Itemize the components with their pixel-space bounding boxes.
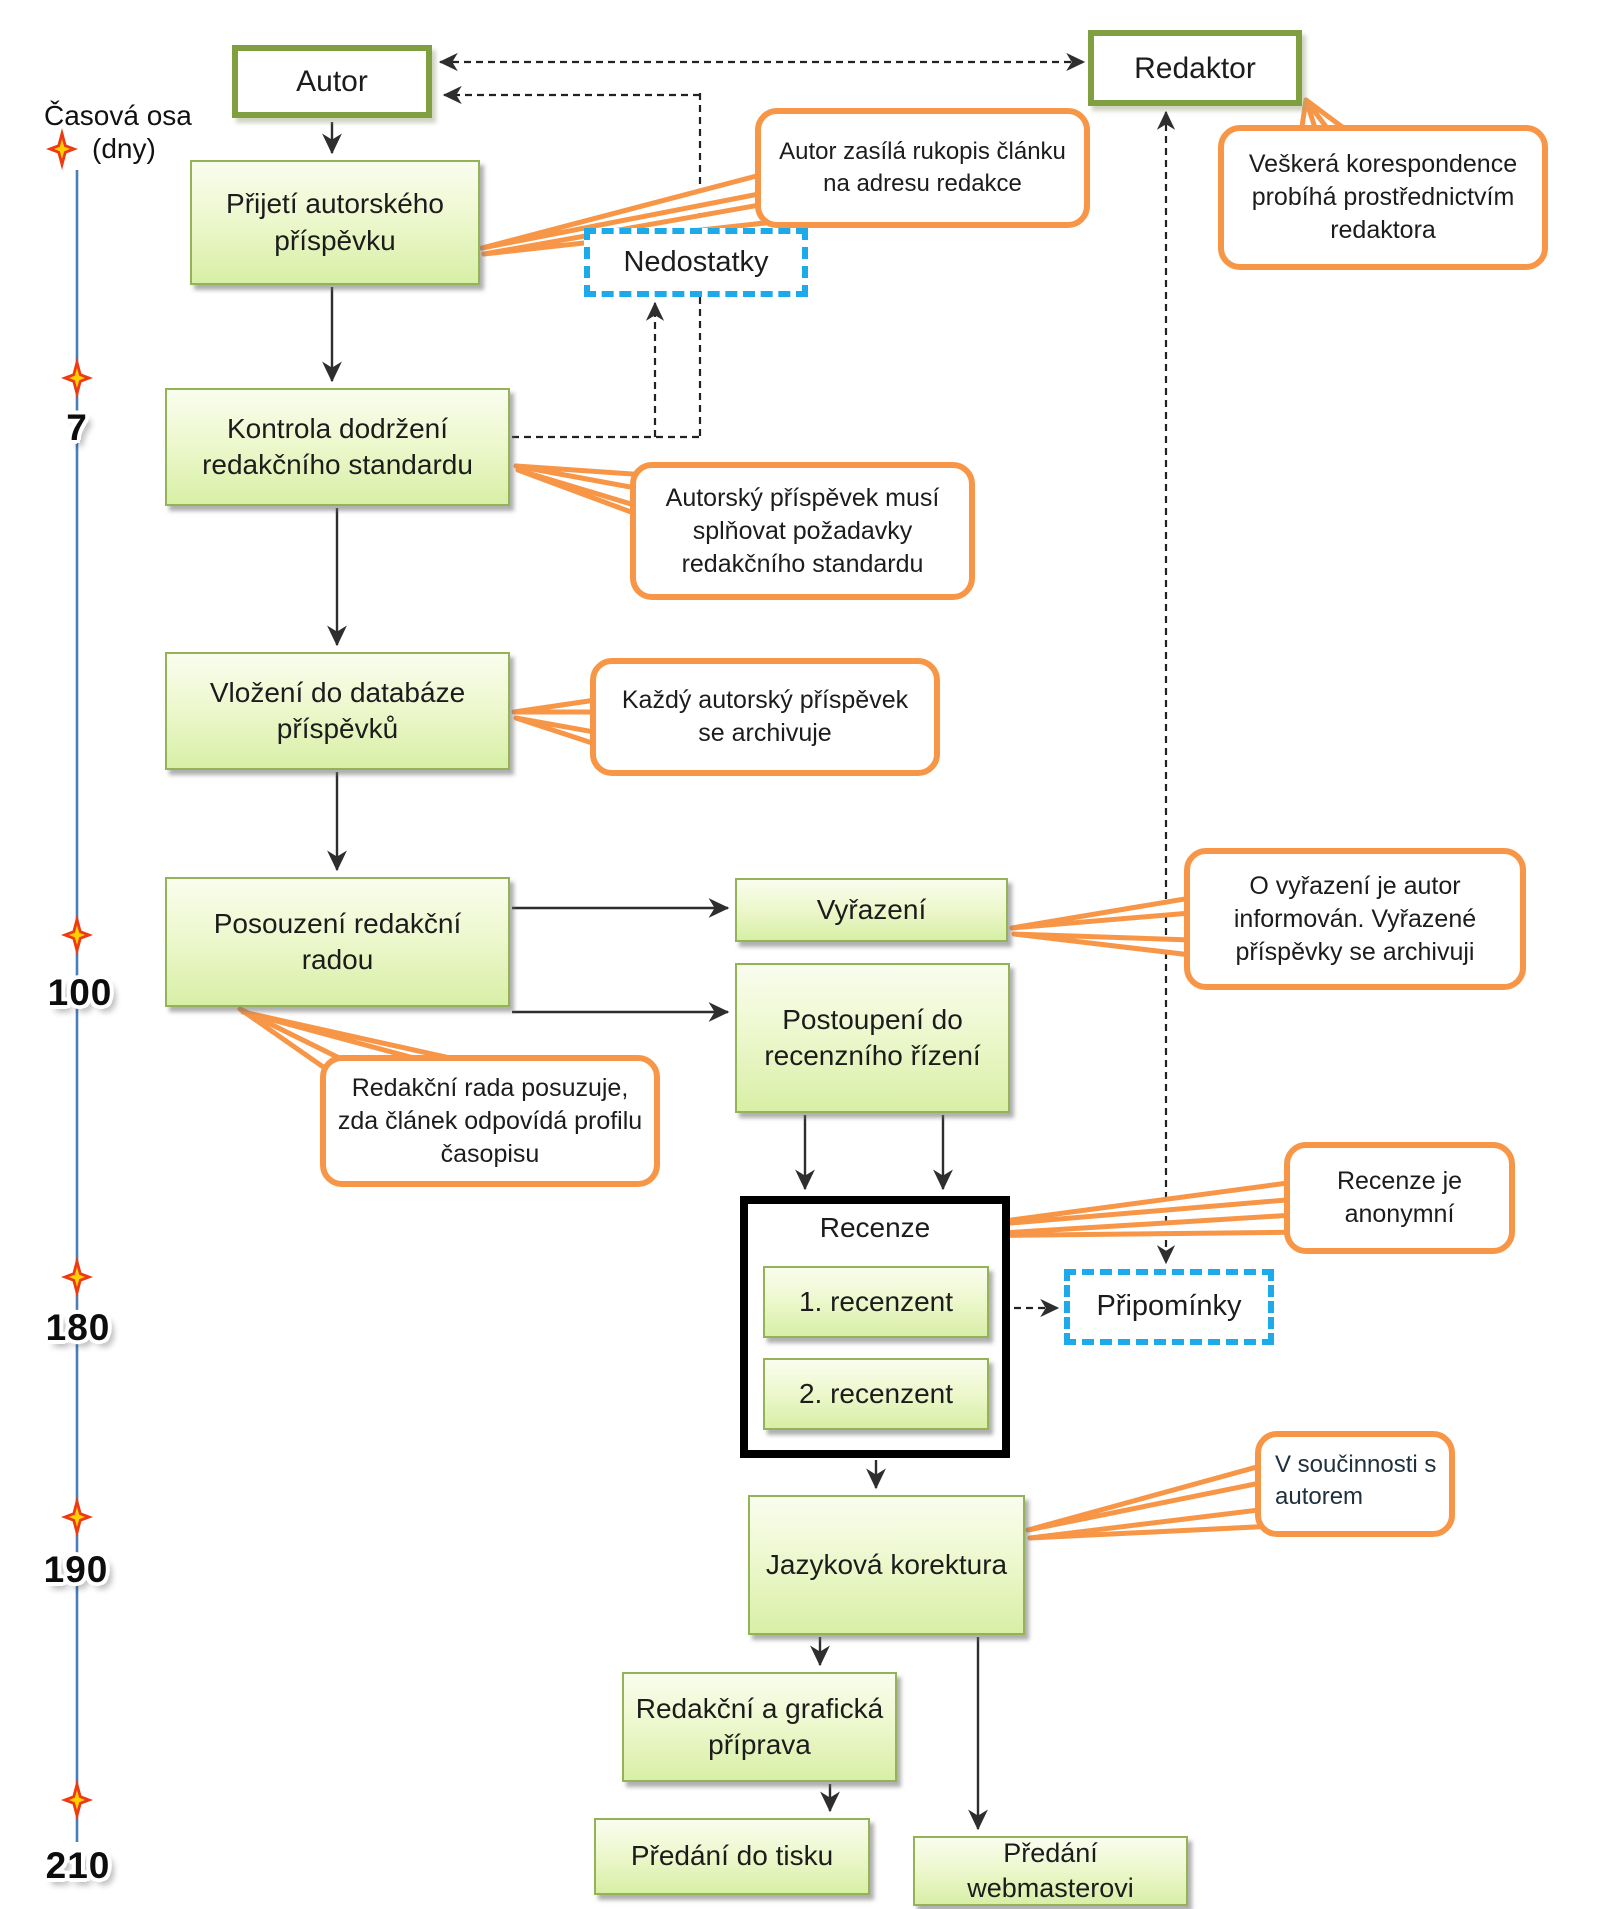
timeline-star-icon bbox=[61, 914, 93, 956]
callout-archivace: Každý autorský příspěvek se archivuje bbox=[590, 658, 940, 776]
timeline-star-icon bbox=[46, 128, 78, 170]
group-recenze bbox=[740, 1196, 1010, 1458]
callout-redakcni-standard: Autorský příspěvek musí splňovat požadavky redakčního standardu bbox=[630, 462, 975, 600]
node-vlozeni-do-databaze: Vložení do databáze příspěvků bbox=[165, 652, 510, 770]
timeline-label-180: 180 bbox=[45, 1307, 111, 1348]
timeline-unit: (dny) bbox=[92, 133, 156, 164]
timeline-star-icon bbox=[61, 1256, 93, 1298]
callout-redakcni-rada: Redakční rada posuzuje, zda článek odpovídá profilu časopisu bbox=[320, 1055, 660, 1187]
node-postoupeni-recenze: Postoupení do recenzního řízení bbox=[735, 963, 1010, 1113]
callout-soucinnost-s-autorem: V součinnosti s autorem bbox=[1255, 1431, 1455, 1537]
node-pripominky: Připomínky bbox=[1064, 1269, 1274, 1345]
timeline-label-210: 210 bbox=[45, 1845, 111, 1886]
callout-rukopis: Autor zasílá rukopis článku na adresu redakce bbox=[755, 108, 1090, 228]
timeline-label-190: 190 bbox=[43, 1549, 109, 1590]
timeline-label-7: 7 bbox=[66, 407, 88, 448]
node-autor: Autor bbox=[232, 45, 432, 118]
node-redaktor: Redaktor bbox=[1088, 30, 1302, 106]
node-redakcni-graficka-priprava: Redakční a grafická příprava bbox=[622, 1672, 897, 1782]
group-recenze-title: Recenze bbox=[819, 1212, 931, 1243]
node-predani-do-tisku: Předání do tisku bbox=[594, 1818, 870, 1895]
node-kontrola-standardu: Kontrola dodržení redakčního standardu bbox=[165, 388, 510, 506]
node-vyrazeni: Vyřazení bbox=[735, 878, 1008, 942]
timeline-title: Časová osa bbox=[44, 100, 192, 131]
timeline-star-icon bbox=[61, 1496, 93, 1538]
node-nedostatky: Nedostatky bbox=[584, 228, 808, 297]
callout-vyrazeni-info: O vyřazení je autor informován. Vyřazené příspěvky se archivuji bbox=[1184, 848, 1526, 990]
callout-korespondence: Veškerá korespondence probíhá prostřednictvím redaktora bbox=[1218, 125, 1548, 270]
timeline-label-100: 100 bbox=[47, 972, 113, 1013]
node-predani-webmasterovi: Předání webmasterovi bbox=[913, 1836, 1188, 1906]
callout-recenze-anonymni: Recenze je anonymní bbox=[1284, 1142, 1515, 1254]
node-recenzent-2: 2. recenzent bbox=[763, 1358, 989, 1430]
node-posouzeni-radou: Posouzení redakční radou bbox=[165, 877, 510, 1007]
node-jazykova-korektura: Jazyková korektura bbox=[748, 1495, 1025, 1635]
node-recenzent-1: 1. recenzent bbox=[763, 1266, 989, 1338]
timeline-star-icon bbox=[61, 1779, 93, 1821]
timeline-star-icon bbox=[61, 357, 93, 399]
node-prijeti-prispevku: Přijetí autorského příspěvku bbox=[190, 160, 480, 285]
